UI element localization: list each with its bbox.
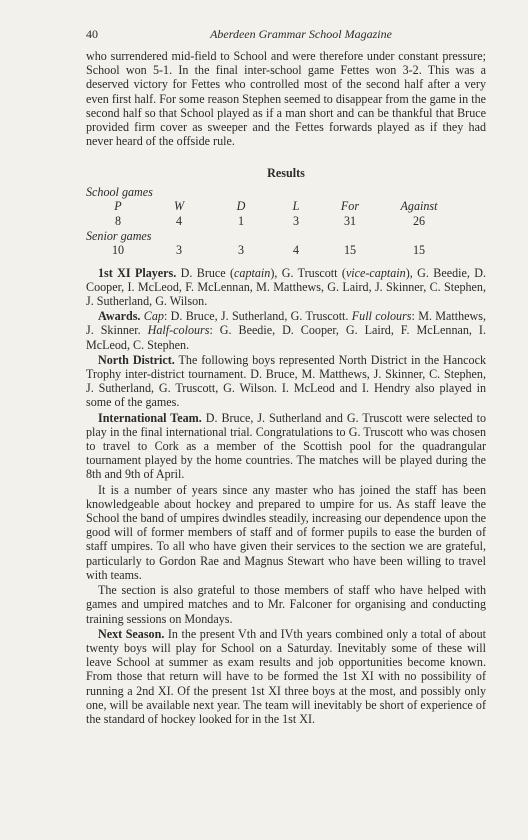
international-heading: International Team. bbox=[98, 410, 202, 425]
results-header-row bbox=[86, 199, 486, 214]
players-text-1: D. Bruce ( bbox=[176, 265, 235, 280]
col-d: D bbox=[236, 198, 246, 213]
col-p: P bbox=[114, 198, 122, 213]
senior-l: 4 bbox=[292, 242, 300, 257]
school-games-label: School games bbox=[86, 184, 153, 199]
col-for: For bbox=[340, 198, 360, 213]
senior-against: 15 bbox=[412, 242, 426, 257]
awards-heading: Awards. bbox=[98, 309, 141, 324]
col-l: L bbox=[292, 198, 300, 213]
north-district-heading: North District. bbox=[98, 352, 175, 367]
running-head bbox=[86, 27, 486, 49]
results-title: Results bbox=[267, 166, 305, 181]
players-heading: 1st XI Players. bbox=[98, 265, 177, 280]
school-against: 26 bbox=[412, 213, 426, 228]
north-district-text: The following boys represented North District in the Hancock Trophy inter-district tournament. D. Bruce, M. Matthews, J. Skinner, C. Stephen, J. Sutherland, G. Truscott, G. Wilson. I. McLeod and I. Hendry also played in some of the games. bbox=[86, 352, 486, 410]
school-w: 4 bbox=[175, 213, 183, 228]
players-text-2: ), G. Truscott ( bbox=[270, 265, 346, 280]
international-text: D. Bruce, J. Sutherland and G. Truscott were selected to play in the final international trial. Congratulations to G. Truscott who was chosen to travel to Cork as a member of the Scottish pool for the quadrangular tournament played by the home countries. The matches will be played during the 8th and 9th of April. bbox=[86, 410, 486, 482]
half-colours-text: : G. Beedie, D. Cooper, G. Laird, F. McLennan, I. McLeod, C. Stephen. bbox=[86, 323, 486, 352]
grateful-paragraph: The section is also grateful to those members of staff who have helped with games and umpired matches and to Mr. Falconer for organising and conducting training sessions on Mondays. bbox=[86, 583, 486, 626]
senior-for: 15 bbox=[343, 242, 357, 257]
north-district-paragraph bbox=[86, 353, 486, 410]
school-results-row bbox=[86, 214, 486, 229]
next-season-text: In the present Vth and IVth years combined only a total of about twenty boys will play for School on a Saturday. Inevitably some of these will leave School at summer as exam results and job opportunities become known. From those that return will have to be formed the 1st XI with no possibility of running a 2nd XI. Of the present 1st XI three boys at the most, and possibly only one, will be available next year. The team will inevitably be short of experience of the standard of hockey looked for in the 1st XI. bbox=[86, 626, 486, 726]
half-colours-label: Half-colours bbox=[147, 323, 210, 338]
senior-w: 3 bbox=[175, 242, 183, 257]
full-colours-text: : M. Matthews, J. Skinner. bbox=[86, 309, 486, 338]
school-d: 1 bbox=[237, 213, 245, 228]
senior-d: 3 bbox=[237, 242, 245, 257]
school-l: 3 bbox=[292, 213, 300, 228]
col-against: Against bbox=[400, 198, 438, 213]
results-table bbox=[86, 166, 486, 257]
col-w: W bbox=[173, 198, 185, 213]
awards-paragraph bbox=[86, 309, 486, 352]
cap-text: : D. Bruce, J. Sutherland, G. Truscott. bbox=[163, 309, 352, 324]
page-number: 40 bbox=[86, 27, 98, 41]
next-season-paragraph bbox=[86, 627, 486, 726]
international-paragraph bbox=[86, 411, 486, 482]
umpires-paragraph: It is a number of years since any master who has joined the staff has been knowledgeable about hockey and prepared to umpire for us. As staff leave the School the band of umpires dwindles steadily, increasing our dependence upon the good will of former members of staff and of former pupils to ease the burden of staff umpires. To all who have given their services to the section we are grateful, particularly to Gordon Rae and Magnus Stewart who have been willing to travel with teams. bbox=[86, 482, 486, 582]
school-for: 31 bbox=[343, 213, 357, 228]
intro-paragraph: who surrendered mid-field to School and were therefore under constant pressure; School won 5-1. In the final inter-school game Fettes won 3-2. This was a deserved victory for Fettes who controlled most of the second half after a very even first half. For some reason Stephen seemed to disappear from the game in the second half so that School played as if a man short and can be thankful that Bruce provided firm cover as sweeper and the Fettes forwards played as if they had never heard of the offside rule. bbox=[86, 49, 486, 149]
article-body bbox=[86, 49, 486, 726]
players-text-3: ), G. Beedie, D. Cooper, I. McLeod, F. McLennan, M. Matthews, G. Laird, J. Skinner, C. Stephen, J. Sutherland, G. Wilson. bbox=[86, 265, 486, 309]
players-paragraph bbox=[86, 266, 486, 309]
next-season-heading: Next Season. bbox=[98, 626, 165, 641]
senior-p: 10 bbox=[111, 242, 125, 257]
vice-captain-label: vice-captain bbox=[345, 265, 406, 280]
journal-title: Aberdeen Grammar School Magazine bbox=[210, 27, 392, 41]
senior-results-row bbox=[86, 243, 486, 258]
captain-label: captain bbox=[234, 265, 271, 280]
senior-games-label: Senior games bbox=[86, 228, 152, 243]
full-colours-label: Full colours bbox=[351, 309, 412, 324]
cap-label: Cap bbox=[143, 309, 164, 324]
school-p: 8 bbox=[114, 213, 122, 228]
